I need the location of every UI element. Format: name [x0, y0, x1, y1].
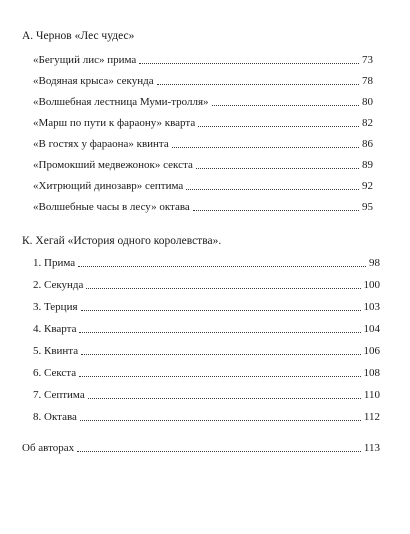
entry-title: 3. Терция	[33, 301, 78, 313]
dot-leader	[80, 420, 361, 421]
entry-title: «Хитрющий динозавр» септима	[33, 180, 184, 192]
section-title: К. Хегай «История одного королевства».	[22, 235, 222, 247]
section-title: А. Чернов «Лес чудес»	[22, 30, 135, 42]
dot-leader	[193, 210, 359, 211]
dot-leader	[196, 168, 359, 169]
entry-title: 4. Кварта	[33, 323, 77, 335]
toc-entry	[33, 301, 380, 314]
entry-title: 6. Секста	[33, 367, 77, 379]
dot-leader	[79, 332, 360, 333]
toc-entry	[33, 257, 380, 270]
entry-title: 8. Октава	[33, 411, 77, 423]
entry-page: 86	[362, 138, 373, 150]
entry-title: «Волшебные часы в лесу» октава	[33, 201, 190, 213]
toc-entry	[33, 75, 373, 88]
entry-title: «В гостях у фараона» квинта	[33, 138, 169, 150]
toc-entry	[33, 345, 380, 358]
toc-entry	[33, 180, 373, 193]
entry-page: 78	[362, 75, 373, 87]
dot-leader	[86, 288, 360, 289]
entry-page: 82	[362, 117, 373, 129]
entry-title: 2. Секунда	[33, 279, 84, 291]
dot-leader	[139, 63, 359, 64]
dot-leader	[78, 266, 366, 267]
entry-title: «Марш по пути к фараону» кварта	[33, 117, 196, 129]
entry-page: 112	[363, 411, 380, 423]
toc-entry-authors	[22, 442, 380, 455]
entry-title: «Водяная крыса» секунда	[33, 75, 154, 87]
entry-page: 100	[363, 279, 380, 291]
entry-title: «Волшебная лестница Муми-тролля»	[33, 96, 209, 108]
entry-page: 98	[369, 257, 380, 269]
entry-page: 80	[362, 96, 373, 108]
toc-entry	[33, 138, 373, 151]
entry-page: 106	[363, 345, 380, 357]
entry-title: 1. Прима	[33, 257, 76, 269]
entry-title: 5. Квинта	[33, 345, 79, 357]
dot-leader	[77, 451, 361, 452]
entry-page: 103	[363, 301, 380, 313]
toc-entry	[33, 159, 373, 172]
entry-title: Об авторах	[22, 442, 75, 454]
dot-leader	[88, 398, 361, 399]
dot-leader	[198, 126, 359, 127]
toc-entry	[33, 279, 380, 292]
entry-title: «Бегущий лис» прима	[33, 54, 137, 66]
entry-page: 113	[363, 442, 380, 454]
toc-entry	[33, 117, 373, 130]
toc-entry	[33, 96, 373, 109]
toc-entry	[33, 411, 380, 424]
entry-page: 108	[363, 367, 380, 379]
dot-leader	[186, 189, 359, 190]
dot-leader	[81, 310, 361, 311]
entry-title: 7. Септима	[33, 389, 85, 401]
toc-entry	[33, 201, 373, 214]
toc-entry	[33, 323, 380, 336]
dot-leader	[81, 354, 360, 355]
dot-leader	[212, 105, 359, 106]
entry-page: 92	[362, 180, 373, 192]
dot-leader	[157, 84, 359, 85]
toc-entry	[33, 54, 373, 67]
entry-page: 95	[362, 201, 373, 213]
dot-leader	[172, 147, 359, 148]
entry-page: 89	[362, 159, 373, 171]
dot-leader	[79, 376, 360, 377]
toc-entry	[33, 367, 380, 380]
entry-page: 104	[363, 323, 380, 335]
entry-page: 110	[363, 389, 380, 401]
entry-title: «Промокший медвежонок» секста	[33, 159, 193, 171]
toc-entry	[33, 389, 380, 402]
entry-page: 73	[362, 54, 373, 66]
